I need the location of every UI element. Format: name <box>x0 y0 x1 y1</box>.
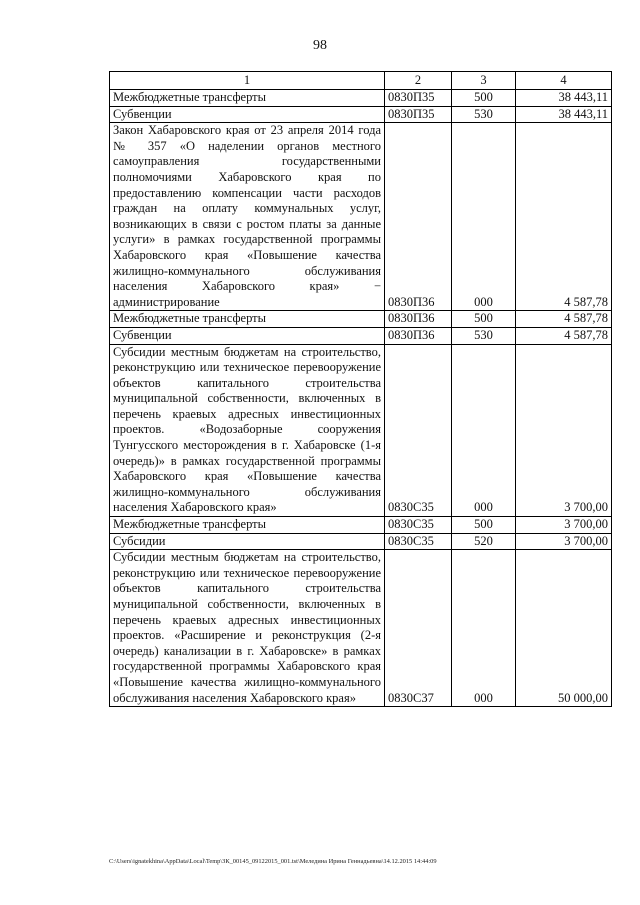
row-expense-type: 530 <box>452 106 516 123</box>
row-target-code: 0830С35 <box>385 533 452 550</box>
row-target-code: 0830С37 <box>385 550 452 707</box>
row-amount: 4 587,78 <box>516 311 612 328</box>
row-description: Субсидии местным бюджетам на строительство, реконструкцию или техническое перевооружение объектов капитального строительства муниципальной собственности, включенных в перечень краевых адресных инвестиционных проектов. «Расширение и реконструкция (2-я очередь) канализации в г. Хабаровске» в рамках государственной программы Хабаровского края «Повышение качества жилищно-коммунального обслуживания населения Хабаровского края» <box>110 550 385 707</box>
row-description: Закон Хабаровского края от 23 апреля 2014 года № 357 «О наделении органов местного самоуправления государственными полномочиями Хабаровского края по предоставлению компенсации части расходов граждан на оплату коммунальных услуг, возникающих в связи с ростом платы за данные услуги» в рамках государственной программы Хабаровского края «Повышение качества жилищно-коммунального обслуживания населения Хабаровского края» − администрирование <box>110 123 385 311</box>
column-header: 1 <box>110 72 385 90</box>
table-row <box>110 533 612 550</box>
row-expense-type: 500 <box>452 90 516 107</box>
row-expense-type: 500 <box>452 311 516 328</box>
row-amount: 4 587,78 <box>516 123 612 311</box>
row-description: Субсидии местным бюджетам на строительство, реконструкцию или техническое перевооружение объектов капитального строительства муниципальной собственности, включенных в перечень краевых адресных инвестиционных проектов. «Водозаборные сооружения Тунгусского месторождения в г. Хабаровске (1-я очередь)» в рамках государственной программы Хабаровского края «Повышение качества жилищно-коммунального обслуживания населения Хабаровского края» <box>110 344 385 517</box>
row-expense-type: 000 <box>452 344 516 517</box>
table-row <box>110 344 612 517</box>
table-row <box>110 106 612 123</box>
table-row <box>110 517 612 534</box>
row-target-code: 0830П36 <box>385 327 452 344</box>
row-description: Субвенции <box>110 327 385 344</box>
row-target-code: 0830С35 <box>385 517 452 534</box>
row-description: Субвенции <box>110 106 385 123</box>
column-header: 4 <box>516 72 612 90</box>
row-description: Межбюджетные трансферты <box>110 311 385 328</box>
row-amount: 3 700,00 <box>516 517 612 534</box>
page-number: 98 <box>313 38 327 53</box>
row-amount: 38 443,11 <box>516 106 612 123</box>
row-expense-type: 500 <box>452 517 516 534</box>
row-amount: 4 587,78 <box>516 327 612 344</box>
row-expense-type: 000 <box>452 550 516 707</box>
row-target-code: 0830П35 <box>385 106 452 123</box>
table-header-row <box>110 72 612 90</box>
row-amount: 50 000,00 <box>516 550 612 707</box>
table-row <box>110 311 612 328</box>
row-expense-type: 530 <box>452 327 516 344</box>
table-row <box>110 550 612 707</box>
row-description: Межбюджетные трансферты <box>110 90 385 107</box>
row-target-code: 0830П36 <box>385 123 452 311</box>
file-path-footer: C:\Users\ignatekhina\AppData\Local\Temp\ЗК_00145_09122015_001.tst\Меледина Ирина Геннадьевна\14.12.2015 14:44:09 <box>109 858 437 865</box>
column-header: 2 <box>385 72 452 90</box>
row-amount: 3 700,00 <box>516 344 612 517</box>
row-description: Межбюджетные трансферты <box>110 517 385 534</box>
row-target-code: 0830П36 <box>385 311 452 328</box>
row-amount: 38 443,11 <box>516 90 612 107</box>
column-header: 3 <box>452 72 516 90</box>
row-expense-type: 000 <box>452 123 516 311</box>
row-amount: 3 700,00 <box>516 533 612 550</box>
budget-table <box>109 71 612 707</box>
table-row <box>110 327 612 344</box>
row-description: Субсидии <box>110 533 385 550</box>
table-row <box>110 90 612 107</box>
row-expense-type: 520 <box>452 533 516 550</box>
row-target-code: 0830С35 <box>385 344 452 517</box>
table-row <box>110 123 612 311</box>
row-target-code: 0830П35 <box>385 90 452 107</box>
